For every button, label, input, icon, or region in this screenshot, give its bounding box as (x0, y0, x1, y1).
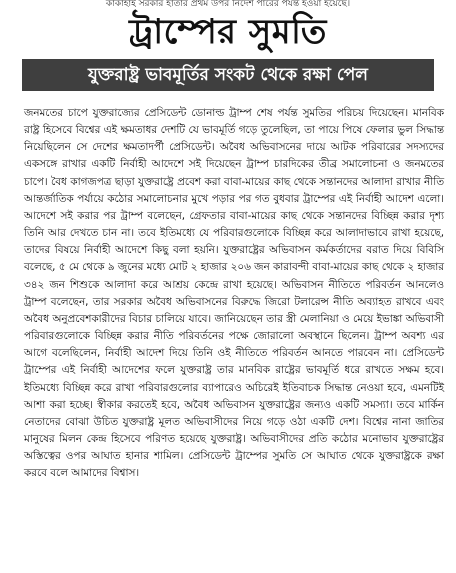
article-headline: ট্রাম্পের সুমতি (129, 12, 327, 52)
article-body-paragraph: জনমতের চাপে যুক্তরাজ্যের প্রেসিডেন্ট ডোনাল্ড ট্রাম্প শেষ পর্যন্ত সুমতির পরিচয় দিয়েছেন। মানবিক রাষ্ট্র হিসেবে বিশ্বের এই ক্ষমতাধর দেশটি যে ভাবমূর্তি গড়ে তুলেছিল, তা পায়ে পিষে ফেলার ভুল সিদ্ধান্ত নিয়েছিলেন সে দেশের ক্ষমতাদর্পী প্রেসিডেন্ট। অবৈধ অভিবাসনের দায়ে আটক পরিবারের সদস্যদের একসঙ্গে রাখার একটি নির্বাহী আদেশে সই দিয়েছেন ট্রাম্প চারদিকের তীব্র সমালোচনা ও জনমতের চাপে। বৈধ কাগজপত্র ছাড়া যুক্তরাষ্ট্রে প্রবেশ করা বাবা-মায়ের কাছ থেকে সন্তানদের আলাদা রাখার নীতি আন্তর্জাতিক পর্যায়ে কঠোর সমালোচনার মুখে পড়ার পর গত বুধবার ট্রাম্পের এই নির্বাহী আদেশ এলো। আদেশে সই করার পর ট্রাম্প বলেছেন, গ্রেফতার বাবা-মায়ের কাছ থেকে সন্তানদের বিচ্ছিন্ন করার দৃশ্য তিনি আর দেখতে চান না। তবে ইতিমধ্যে যে পরিবারগুলোকে বিচ্ছিন্ন করে আলাদাভাবে রাখা হয়েছে, তাদের বিষয়ে নির্বাহী আদেশে কিছু বলা হয়নি। যুক্তরাষ্ট্রের অভিবাসন কর্মকর্তাদের বরাত দিয়ে বিবিসি বলেছে, ৫ মে থেকে ৯ জুনের মধ্যে মোট ২ হাজার ২০৬ জন কারাবন্দী বাবা-মায়ের কাছ থেকে ২ হাজার ৩৪২ জন শিশুকে আলাদা করে আশ্রয় কেন্দ্রে রাখা হয়েছে। অভিবাসন নীতিতে পরিবর্তন আনলেও ট্রাম্প বলেছেন, তার সরকার অবৈধ অভিবাসনের বিরুদ্ধে জিরো টলারেন্স নীতি অব্যাহত রাখবে এবং অবৈধ অনুপ্রবেশকারীদের বিচার চালিয়ে যাবে। জানিয়েছেন তার স্ত্রী মেলানিয়া ও মেয়ে ইভাঙ্কা অভিবাসী পরিবারগুলোকে বিচ্ছিন্ন করার নীতি পরিবর্তনের পক্ষে জোরালো অবস্থানে ছিলেন। ট্রাম্প অবশ্য এর আগে বলেছিলেন, নির্বাহী আদেশ দিয়ে তিনি ওই নীতিতে পরিবর্তন আনতে পারবেন না। প্রেসিডেন্ট ট্রাম্পের এই নির্বাহী আদেশের ফলে যুক্তরাষ্ট্র তার মানবিক রাষ্ট্রের ভাবমূর্তি ধরে রাখতে সক্ষম হবে। ইতিমধ্যে বিচ্ছিন্ন করে রাখা পরিবারগুলোর ব্যাপারেও অচিরেই ইতিবাচক সিদ্ধান্ত নেওয়া হবে, এমনটিই আশা করা হচ্ছে। স্বীকার করতেই হবে, অবৈধ অভিবাসন যুক্তরাষ্ট্রের জন্যও একটি সমস্যা। তবে মার্কিন নেতাদের বোঝা উচিত যুক্তরাষ্ট্র মূলত অভিবাসীদের নিয়ে গড়ে ওঠা একটি দেশ। বিশ্বের নানা জাতির মানুষের মিলন কেন্দ্র হিসেবে পরিণত হয়েছে যুক্তরাষ্ট্র। অভিবাসীদের প্রতি কঠোর মনোভাব যুক্তরাষ্ট্রের অস্তিত্বের ওপর আঘাত হানার শামিল। প্রেসিডেন্ট ট্রাম্পের সুমতি সে আঘাত থেকে যুক্তরাষ্ট্রকে রক্ষা করবে বলে আমাদের বিশ্বাস। (24, 107, 444, 480)
cut-off-previous-line: কাকাহাই সরকার হাতার প্রথম উপর নির্দেশ পারের পর্যন্ত হওয়া হয়েছে। (105, 0, 351, 8)
article-subheadline: যুক্তরাষ্ট্র ভাবমূর্তির সংকট থেকে রক্ষা পেল (22, 59, 434, 91)
article-body (24, 105, 444, 482)
